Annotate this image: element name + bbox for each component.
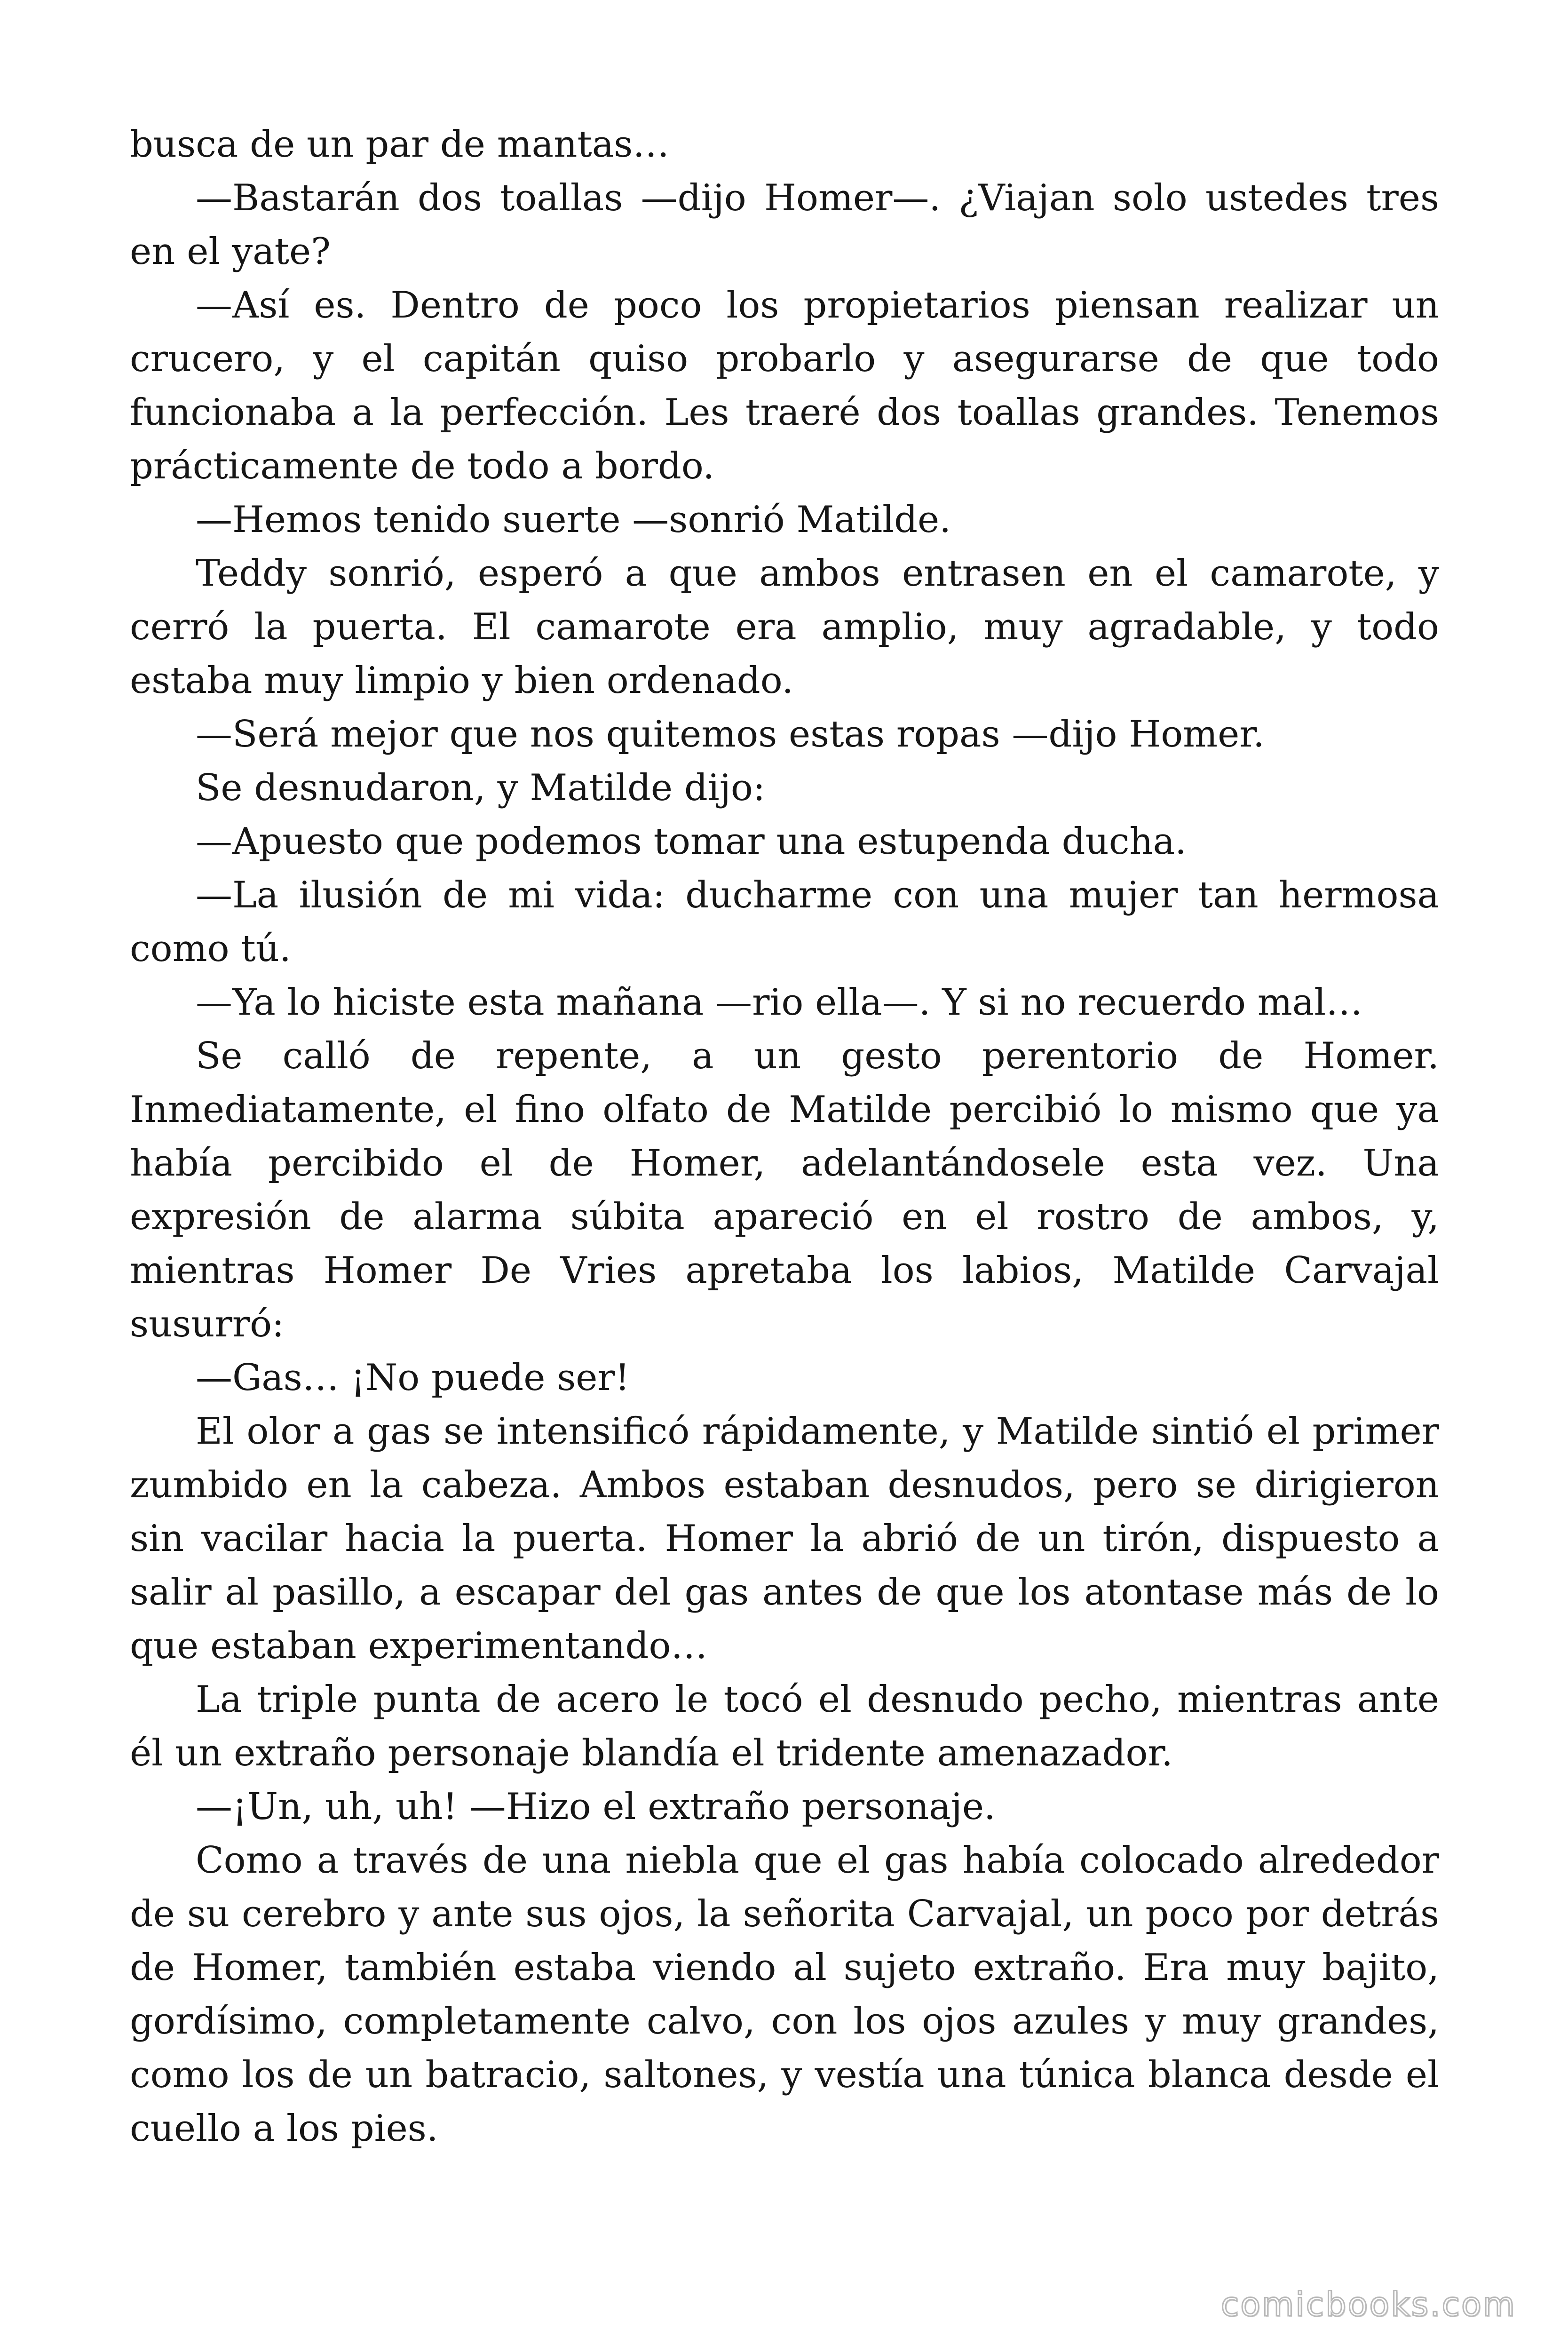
- paragraph-7: Se desnudaron, y Matilde dijo:: [196, 767, 766, 809]
- paragraph-2: —Bastarán dos toallas —dijo Homer—. ¿Viajan solo ustedes tres en el yate?: [130, 177, 1439, 273]
- paragraph-13: El olor a gas se intensificó rápidamente, y Matilde sintió el primer zumbido en la cabeza. Ambos estaban desnudos, pero se dirigieron sin vacilar hacia la puerta. Homer la abrió de un tirón, dispuesto a salir al pasillo, a escapar del gas antes de que los atontase más de lo que estaban experimentando…: [130, 1410, 1439, 1667]
- paragraph-5: Teddy sonrió, esperó a que ambos entrasen en el camarote, y cerró la puerta. El camarote era amplio, muy agradable, y todo estaba muy limpio y bien ordenado.: [130, 552, 1439, 702]
- paragraph-1: busca de un par de mantas…: [130, 123, 670, 166]
- paragraph-9: —La ilusión de mi vida: ducharme con una mujer tan hermosa como tú.: [130, 874, 1439, 970]
- paragraph-10: —Ya lo hiciste esta mañana —rio ella—. Y si no recuerdo mal…: [196, 981, 1363, 1024]
- paragraph-12: —Gas… ¡No puede ser!: [196, 1357, 630, 1399]
- paragraph-8: —Apuesto que podemos tomar una estupenda ducha.: [196, 820, 1187, 863]
- paragraph-15: —¡Un, uh, uh! —Hizo el extraño personaje.: [196, 1786, 996, 1828]
- book-page-text: [130, 118, 1439, 2155]
- paragraph-6: —Será mejor que nos quitemos estas ropas —dijo Homer.: [196, 713, 1265, 755]
- watermark: comicbooks.com: [1220, 2285, 1516, 2324]
- paragraph-4: —Hemos tenido suerte —sonrió Matilde.: [196, 499, 951, 541]
- paragraph-11: Se calló de repente, a un gesto perentorio de Homer. Inmediatamente, el fino olfato de Matilde percibió lo mismo que ya había percibido el de Homer, adelantándosele esta vez. Una expresión de alarma súbita apareció en el rostro de ambos, y, mientras Homer De Vries apretaba los labios, Matilde Carvajal susurró:: [130, 1035, 1439, 1345]
- paragraph-16: Como a través de una niebla que el gas había colocado alrededor de su cerebro y ante sus ojos, la señorita Carvajal, un poco por detrás de Homer, también estaba viendo al sujeto extraño. Era muy bajito, gordísimo, completamente calvo, con los ojos azules y muy grandes, como los de un batracio, saltones, y vestía una túnica blanca desde el cuello a los pies.: [130, 1839, 1439, 2150]
- paragraph-3: —Así es. Dentro de poco los propietarios piensan realizar un crucero, y el capitán quiso probarlo y asegurarse de que todo funcionaba a la perfección. Les traeré dos toallas grandes. Tenemos prácticamente de todo a bordo.: [130, 284, 1439, 487]
- paragraph-14: La triple punta de acero le tocó el desnudo pecho, mientras ante él un extraño personaje blandía el tridente amenazador.: [130, 1678, 1439, 1774]
